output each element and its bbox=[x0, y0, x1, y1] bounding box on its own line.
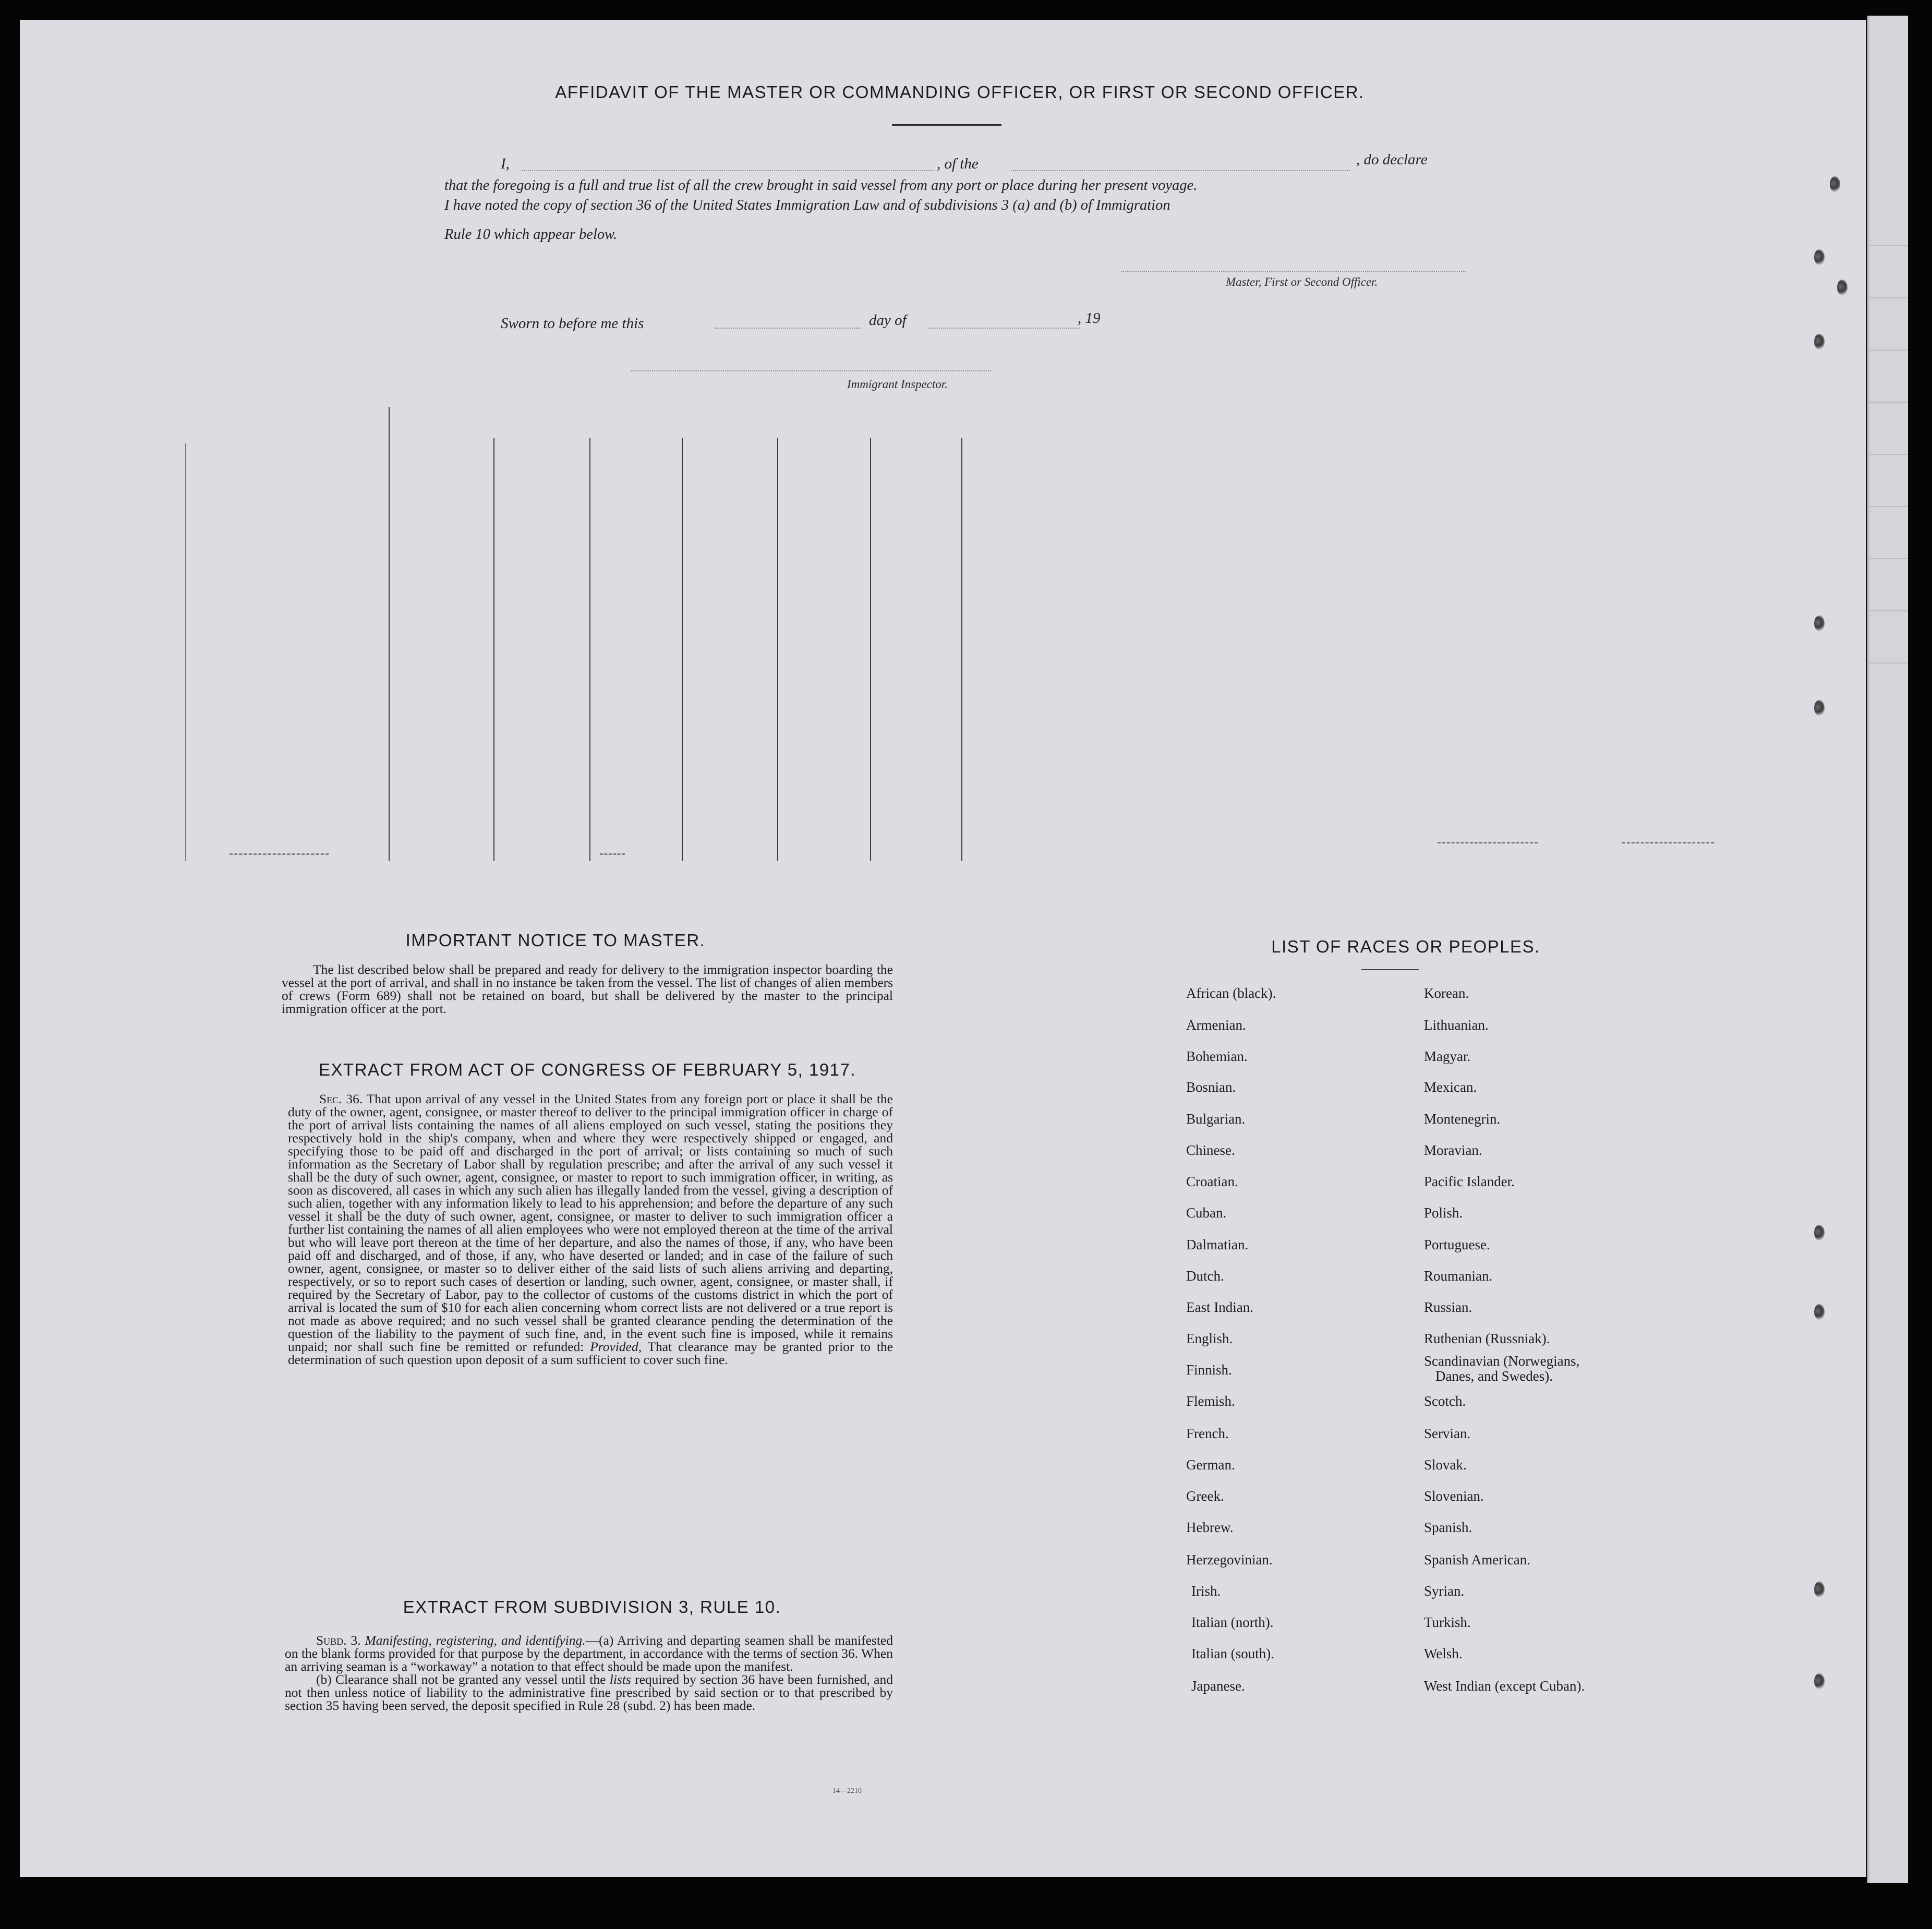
rule-para-b-lists: lists bbox=[609, 1672, 631, 1687]
race-item: French. bbox=[1186, 1426, 1229, 1441]
race-item: Japanese. bbox=[1191, 1678, 1245, 1694]
race-item: Moravian. bbox=[1424, 1142, 1482, 1158]
dashed-rule bbox=[1622, 842, 1714, 843]
race-item: Slovenian. bbox=[1424, 1488, 1484, 1504]
race-item: Croatian. bbox=[1186, 1174, 1238, 1189]
name-blank bbox=[522, 170, 934, 171]
hole-punch-mark bbox=[1837, 280, 1848, 295]
inspector-signature-blank bbox=[631, 370, 991, 371]
dashed-rule bbox=[230, 853, 329, 855]
act-extract-text bbox=[288, 1092, 893, 1366]
vessel-blank bbox=[1011, 170, 1350, 171]
affidavit-heading: AFFIDAVIT OF THE MASTER OR COMMANDING OFFICER, OR FIRST OR SECOND OFFICER. bbox=[555, 82, 1365, 102]
hole-punch-mark bbox=[1814, 334, 1825, 349]
race-item: Slovak. bbox=[1424, 1457, 1467, 1473]
notice-paragraph: The list described below shall be prepared and ready for delivery to the immigration inspector boarding the vessel at the port of arrival, and shall in no instance be taken from the vessel. The list of changes of alien members of crews (Form 689) shall not be retained on board, but shall be delivered by the master to the principal immigration officer at the port. bbox=[282, 962, 893, 1016]
race-item: German. bbox=[1186, 1457, 1235, 1473]
hole-punch-mark bbox=[1814, 700, 1825, 716]
table-rule bbox=[682, 438, 683, 861]
rule-extract-heading: EXTRACT FROM SUBDIVISION 3, RULE 10. bbox=[403, 1597, 781, 1617]
act-provided-label: Provided, bbox=[590, 1339, 642, 1354]
rule-para-b-rest: required by section 36 have been furnished, and not then unless notice of liability to the administrative fine prescribed by said section or to that prescribed by section 35 having been served, the deposit specified in Rule 28 (subd. 2) has been made. bbox=[285, 1672, 893, 1713]
rule-extract-text bbox=[285, 1634, 893, 1712]
affidavit-line-4: Rule 10 which appear below. bbox=[444, 226, 618, 243]
signature-caption: Master, First or Second Officer. bbox=[1226, 275, 1378, 288]
hole-punch-mark bbox=[1814, 616, 1825, 631]
race-item: Ruthenian (Russniak). bbox=[1424, 1331, 1550, 1346]
affidavit-declare-label: , do declare bbox=[1356, 151, 1428, 168]
race-item-continuation: Danes, and Swedes). bbox=[1435, 1368, 1553, 1384]
race-item: Armenian. bbox=[1186, 1017, 1246, 1033]
dashed-rule bbox=[600, 853, 625, 855]
race-item: Dutch. bbox=[1186, 1268, 1224, 1284]
rule-subd-label: Subd. 3. bbox=[316, 1633, 361, 1648]
race-item: Cuban. bbox=[1186, 1205, 1227, 1221]
affidavit-of-the-label: , of the bbox=[937, 155, 979, 172]
race-item: Syrian. bbox=[1424, 1583, 1465, 1599]
rule-para-a: —(a) Arriving and departing seamen shall be manifested on the blank forms provided for that purpose by the department, in accordance with the terms of section 36. When an arriving seaman is a “workaway” a notation to that effect should be made upon the manifest. bbox=[285, 1633, 893, 1674]
hole-punch-mark bbox=[1814, 1304, 1825, 1320]
act-section-text: That upon arrival of any vessel in the United States from any foreign port or place it shall be the duty of the owner, agent, consignee, or master thereof to deliver to the principal immigration officer in charge of the port of arrival lists containing the names of all aliens employed on such vessel, stating the positions they respectively hold in the ship's company, when and where they were respectively shipped or engaged, and specifying those to be paid off and discharged in the port of arrival; or lists containing so much of such information as the Secretary of Labor shall by regulation prescribe; and after the arrival of any such vessel it shall be the duty of such owner, agent, consignee, or master to report to such immigration officer, in writing, as soon as discovered, all cases in which any such alien has illegally landed from the vessel, giving a description of such alien, together with any information likely to lead to his apprehension; and before the departure of any such vessel it shall be the duty of such owner, agent, consignee, or master to deliver to such immigration officer a further list containing the names of all alien employees who were not employed thereon at the time of the arrival but who will leave port thereon at the time of her departure, and also the names of those, if any, who have been paid off and discharged, and of those, if any, who have deserted or landed; and in case of the failure of such owner, agent, consignee, or master so to deliver either of the said lists of such aliens arriving and departing, respectively, or so to report such cases of desertion or landing, such owner, agent, consignee, or master shall, if required by the Secretary of Labor, pay to the collector of customs of the customs district in which the port of arrival is located the sum of $10 for each alien concerning whom correct lists are not delivered or a true report is not made as above required; and no such vessel shall be granted clearance pending the determination of the question of the liability to the payment of such fine, and, in the event such fine is imposed, while it remains unpaid; nor shall such fine be remitted or refunded: bbox=[288, 1091, 893, 1354]
race-item: Roumanian. bbox=[1424, 1268, 1493, 1284]
dashed-rule bbox=[1438, 842, 1538, 843]
race-item: Herzegovinian. bbox=[1186, 1552, 1273, 1568]
race-item: Lithuanian. bbox=[1424, 1017, 1489, 1033]
race-item: Polish. bbox=[1424, 1205, 1463, 1221]
sworn-date-blank bbox=[715, 328, 861, 329]
race-item: English. bbox=[1186, 1331, 1233, 1346]
hole-punch-mark bbox=[1814, 1673, 1825, 1689]
act-extract-heading: EXTRACT FROM ACT OF CONGRESS OF FEBRUARY 5, 1917. bbox=[318, 1060, 856, 1079]
table-rule bbox=[870, 438, 871, 861]
race-item: Korean. bbox=[1424, 985, 1469, 1001]
hole-punch-mark bbox=[1814, 1582, 1825, 1597]
race-item: Spanish. bbox=[1424, 1520, 1472, 1535]
race-item: Magyar. bbox=[1424, 1048, 1471, 1064]
race-item: Pacific Islander. bbox=[1424, 1174, 1515, 1189]
table-rule bbox=[493, 438, 494, 861]
race-item: Servian. bbox=[1424, 1426, 1471, 1441]
race-item: West Indian (except Cuban). bbox=[1424, 1678, 1585, 1694]
notice-heading: IMPORTANT NOTICE TO MASTER. bbox=[405, 931, 706, 950]
sworn-day-of: day of bbox=[869, 312, 907, 329]
race-item: Welsh. bbox=[1424, 1646, 1463, 1661]
race-item: Scotch. bbox=[1424, 1393, 1466, 1409]
notice-text bbox=[282, 963, 893, 1015]
race-item: Greek. bbox=[1186, 1488, 1224, 1504]
races-heading-rule bbox=[1361, 969, 1419, 970]
race-item: Bohemian. bbox=[1186, 1048, 1248, 1064]
sworn-month-blank bbox=[928, 328, 1080, 329]
race-item: African (black). bbox=[1186, 985, 1276, 1001]
race-item: Flemish. bbox=[1186, 1393, 1235, 1409]
race-item: Italian (south). bbox=[1191, 1646, 1274, 1661]
sworn-prefix: Sworn to before me this bbox=[501, 315, 644, 332]
affidavit-i-label: I, bbox=[501, 155, 510, 172]
rule-subd-title: Manifesting, registering, and identifying. bbox=[365, 1633, 586, 1648]
act-section-text-end: That clearance may be granted prior to the determination of such question upon deposit of a sum sufficient to cover such fine. bbox=[288, 1339, 893, 1367]
hole-punch-mark bbox=[1814, 1225, 1825, 1240]
hole-punch-mark bbox=[1830, 176, 1840, 192]
table-rule bbox=[389, 407, 390, 861]
act-section-label: Sec. 36. bbox=[319, 1091, 363, 1106]
race-item: Bosnian. bbox=[1186, 1079, 1236, 1095]
race-item: Dalmatian. bbox=[1186, 1237, 1249, 1252]
race-item: Irish. bbox=[1191, 1583, 1221, 1599]
race-item: Hebrew. bbox=[1186, 1520, 1234, 1535]
race-item: Spanish American. bbox=[1424, 1552, 1530, 1568]
table-rule bbox=[777, 438, 778, 861]
race-item: Italian (north). bbox=[1191, 1614, 1274, 1630]
race-item: Portuguese. bbox=[1424, 1237, 1490, 1252]
heading-rule bbox=[892, 124, 1001, 126]
race-item: Turkish. bbox=[1424, 1614, 1471, 1630]
hole-punch-mark bbox=[1814, 249, 1825, 265]
race-item: East Indian. bbox=[1186, 1299, 1253, 1315]
race-item: Mexican. bbox=[1424, 1079, 1477, 1095]
affidavit-line-2: that the foregoing is a full and true list of all the crew brought in said vessel from any port or place during her present voyage. bbox=[444, 177, 1198, 194]
race-item: Montenegrin. bbox=[1424, 1111, 1501, 1127]
table-rule bbox=[589, 438, 590, 861]
signature-blank bbox=[1121, 271, 1466, 272]
table-rule bbox=[185, 443, 186, 861]
race-item: Chinese. bbox=[1186, 1142, 1235, 1158]
races-heading: LIST OF RACES OR PEOPLES. bbox=[1271, 937, 1540, 956]
race-item: Bulgarian. bbox=[1186, 1111, 1246, 1127]
affidavit-line-3: I have noted the copy of section 36 of the United States Immigration Law and of subdivisions 3 (a) and (b) of Immigration bbox=[444, 197, 1170, 213]
table-rule bbox=[961, 438, 962, 861]
form-number: 14—2210 bbox=[832, 1787, 862, 1795]
sworn-year: , 19 bbox=[1078, 310, 1101, 327]
next-page-edge bbox=[1867, 16, 1908, 1883]
rule-para-b-prefix: (b) Clearance shall not be granted any vessel until the bbox=[316, 1672, 606, 1687]
inspector-caption: Immigrant Inspector. bbox=[847, 378, 948, 391]
race-item: Finnish. bbox=[1186, 1362, 1232, 1378]
race-item: Russian. bbox=[1424, 1299, 1472, 1315]
race-item: Scandinavian (Norwegians, bbox=[1424, 1353, 1580, 1369]
